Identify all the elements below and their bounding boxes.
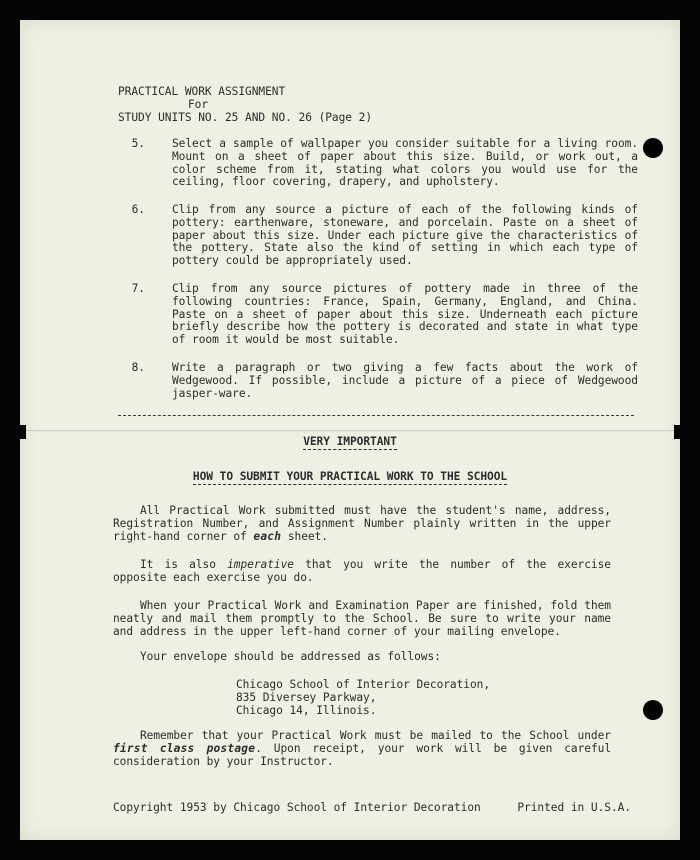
emphasis-first-class-postage: first class postage bbox=[113, 741, 256, 755]
assignment-item-5 bbox=[118, 138, 638, 189]
mailing-address bbox=[236, 679, 490, 717]
header-study-units: STUDY UNITS NO. 25 AND NO. 26 (Page 2) bbox=[118, 110, 373, 124]
assignment-item-7 bbox=[118, 283, 638, 347]
emphasis-each: each bbox=[253, 529, 282, 543]
item-number: 7. bbox=[131, 282, 145, 295]
punch-hole-bottom bbox=[643, 700, 663, 720]
address-line-street: 835 Diversey Parkway, bbox=[236, 690, 377, 704]
notice-subheading bbox=[20, 471, 680, 484]
item-text: Write a paragraph or two giving a few facts about the work of Wedgewood. If possible, include a picture of a piece of Wedgewood jasper-ware. bbox=[172, 361, 638, 400]
paragraph-exercise-number: It is also imperative that you write the number of the exercise opposite each exercise you do. bbox=[113, 558, 611, 584]
header-title: PRACTICAL WORK ASSIGNMENT bbox=[118, 85, 286, 98]
paragraph-mailing: When your Practical Work and Examination Paper are finished, fold them neatly and mail them promptly to the School. Be sure to write your name and address in the upper left-hand corner of your mailing envelope. bbox=[113, 599, 611, 638]
paragraph-postage: Remember that your Practical Work must be mailed to the School under first class postage. Upon receipt, your work will be given careful consideration by your Instructor. bbox=[113, 729, 612, 768]
assignment-item-6 bbox=[118, 204, 638, 268]
paragraph-envelope: Your envelope should be addressed as follows: bbox=[140, 650, 441, 663]
copyright-notice: Copyright 1953 by Chicago School of Interior Decoration bbox=[113, 801, 481, 814]
very-important-heading: VERY IMPORTANT bbox=[303, 435, 397, 448]
emphasis-imperative: imperative bbox=[227, 558, 294, 571]
item-text: Clip from any source a picture of each of the following kinds of pottery: earthenware, stoneware, and porcelain. Paste on a sheet of paper about this size. Under each picture give the characteristics of the pottery. State also the kind of setting in which each type of pottery could be appropriately used. bbox=[172, 203, 638, 268]
item-text: Clip from any source pictures of pottery made in three of the following countries: France, Spain, Germany, England, and China. Paste on a sheet of paper about this size. Underneath each picture briefly describe how the pottery is decorated and state in what type of room it would be most suitable. bbox=[172, 282, 638, 347]
paragraph-submission-info: All Practical Work submitted must have the student's name, address, Registration Number, and Assignment Number plainly written in the upper right-hand corner of each sheet. bbox=[113, 504, 611, 543]
item-number: 8. bbox=[131, 361, 145, 374]
how-to-submit-heading: HOW TO SUBMIT YOUR PRACTICAL WORK TO THE SCHOOL bbox=[192, 470, 508, 483]
punch-hole-top bbox=[643, 138, 663, 158]
header-for: For bbox=[188, 97, 209, 111]
section-divider bbox=[118, 415, 634, 416]
item-number: 6. bbox=[131, 203, 145, 216]
page-fold bbox=[20, 430, 680, 432]
printed-in-notice: Printed in U.S.A. bbox=[517, 801, 631, 814]
address-line-city: Chicago 14, Illinois. bbox=[236, 703, 377, 717]
document-page bbox=[20, 20, 680, 840]
item-text: Select a sample of wallpaper you consider suitable for a living room. Mount on a sheet of paper about this size. Build, or work out, a color scheme from it, stating what colors you would use for the ceiling, floor covering, drapery, and upholstery. bbox=[172, 137, 638, 189]
item-number: 5. bbox=[131, 137, 145, 150]
address-line-school: Chicago School of Interior Decoration, bbox=[236, 678, 491, 691]
page-footer bbox=[113, 802, 631, 815]
notice-heading bbox=[20, 436, 680, 449]
assignment-item-8 bbox=[118, 362, 638, 400]
assignment-header bbox=[118, 86, 372, 124]
